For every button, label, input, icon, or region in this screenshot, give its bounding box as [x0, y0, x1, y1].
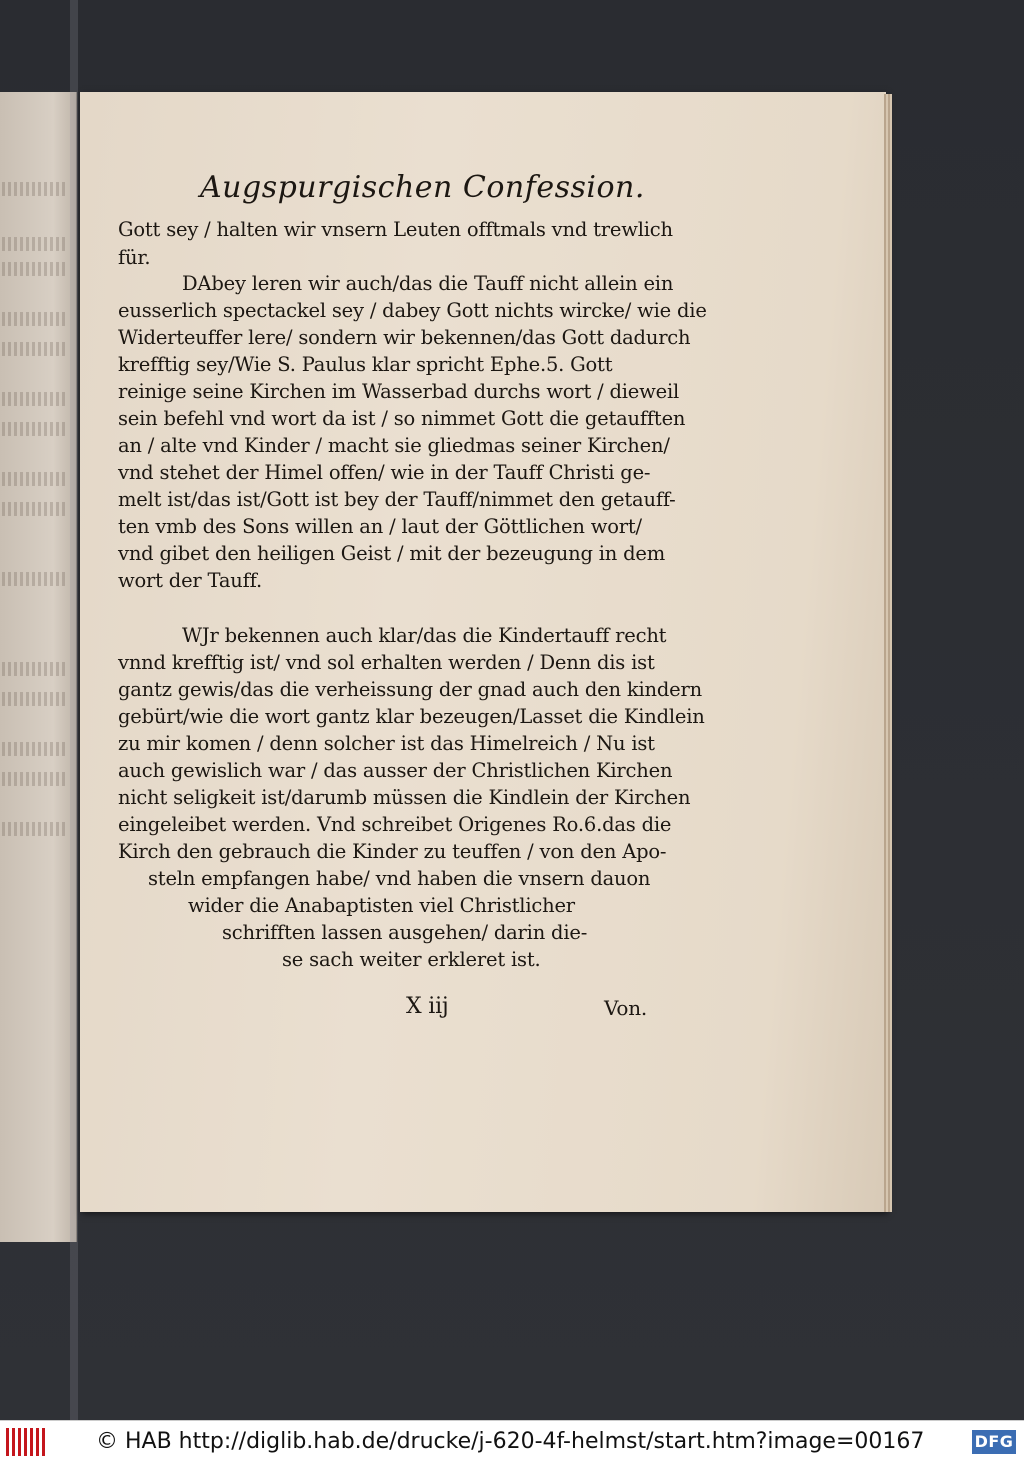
text-line: melt ist/das ist/Gott ist bey der Tauff/nimmet den getauff-	[118, 488, 676, 511]
dfg-logo-icon: DFG	[972, 1430, 1016, 1454]
text-line: auch gewislich war / das ausser der Christlichen Kirchen	[118, 759, 673, 782]
text-line: vnd stehet der Himel offen/ wie in der Tauff Christi ge-	[118, 461, 651, 484]
text-line: eingeleibet werden. Vnd schreibet Origenes Ro.6.das die	[118, 813, 672, 836]
bleed-through-mark	[2, 822, 68, 836]
bleed-through-mark	[2, 422, 68, 436]
text-line: schrifften lassen ausgehen/ darin die-	[222, 921, 588, 944]
text-line: eusserlich spectackel sey / dabey Gott nichts wircke/ wie die	[118, 299, 707, 322]
text-line: vnd gibet den heiligen Geist / mit der bezeugung in dem	[118, 542, 666, 565]
text-line: gebürt/wie die wort gantz klar bezeugen/Lasset die Kindlein	[118, 705, 705, 728]
bleed-through-mark	[2, 772, 68, 786]
text-line: vnnd krefftig ist/ vnd sol erhalten werden / Denn dis ist	[118, 651, 655, 674]
text-line: reinige seine Kirchen im Wasserbad durchs wort / dieweil	[118, 380, 680, 403]
text-line: an / alte vnd Kinder / macht sie gliedmas seiner Kirchen/	[118, 434, 670, 457]
bleed-through-mark	[2, 662, 68, 676]
bleed-through-mark	[2, 262, 68, 276]
bleed-through-mark	[2, 182, 68, 196]
bleed-through-mark	[2, 472, 68, 486]
text-line: Widerteuffer lere/ sondern wir bekennen/das Gott dadurch	[118, 326, 691, 349]
text-line: Kirch den gebrauch die Kinder zu teuffen / von den Apo-	[118, 840, 667, 863]
bleed-through-mark	[2, 342, 68, 356]
left-page-edge	[0, 92, 77, 1242]
bleed-through-mark	[2, 392, 68, 406]
text-line: ten vmb des Sons willen an / laut der Göttlichen wort/	[118, 515, 642, 538]
bleed-through-mark	[2, 692, 68, 706]
catchword: Von.	[604, 996, 648, 1020]
scanner-ruler-strip	[70, 0, 78, 1420]
bleed-through-mark	[2, 502, 68, 516]
text-line: nicht seligkeit ist/darumb müssen die Kindlein der Kirchen	[118, 786, 691, 809]
citation-link[interactable]: © HAB http://diglib.hab.de/drucke/j-620-4f-helmst/start.htm?image=00167	[96, 1429, 925, 1454]
page-fore-edge	[884, 94, 892, 1212]
text-line: wort der Tauff.	[118, 569, 262, 592]
text-line: für.	[118, 246, 151, 269]
text-line: steln empfangen habe/ vnd haben die vnsern dauon	[148, 867, 651, 890]
bleed-through-mark	[2, 572, 68, 586]
hab-logo-icon	[6, 1428, 46, 1456]
text-line: WJr bekennen auch klar/das die Kindertauff recht	[182, 624, 667, 647]
text-line: krefftig sey/Wie S. Paulus klar spricht Ephe.5. Gott	[118, 353, 613, 376]
signature-mark: X iij	[406, 994, 449, 1019]
bleed-through-mark	[2, 742, 68, 756]
bleed-through-mark	[2, 237, 68, 251]
running-head: Augspurgischen Confession.	[200, 170, 645, 205]
text-line: Gott sey / halten wir vnsern Leuten offtmals vnd trewlich	[118, 218, 673, 241]
text-line: gantz gewis/das die verheissung der gnad auch den kindern	[118, 678, 702, 701]
text-line: DAbey leren wir auch/das die Tauff nicht allein ein	[182, 272, 674, 295]
footer-bar	[0, 1420, 1024, 1462]
text-line: wider die Anabaptisten viel Christlicher	[188, 894, 575, 917]
text-line: se sach weiter erkleret ist.	[282, 948, 541, 971]
bleed-through-mark	[2, 312, 68, 326]
text-line: sein befehl vnd wort da ist / so nimmet Gott die getaufften	[118, 407, 686, 430]
text-line: zu mir komen / denn solcher ist das Himelreich / Nu ist	[118, 732, 655, 755]
